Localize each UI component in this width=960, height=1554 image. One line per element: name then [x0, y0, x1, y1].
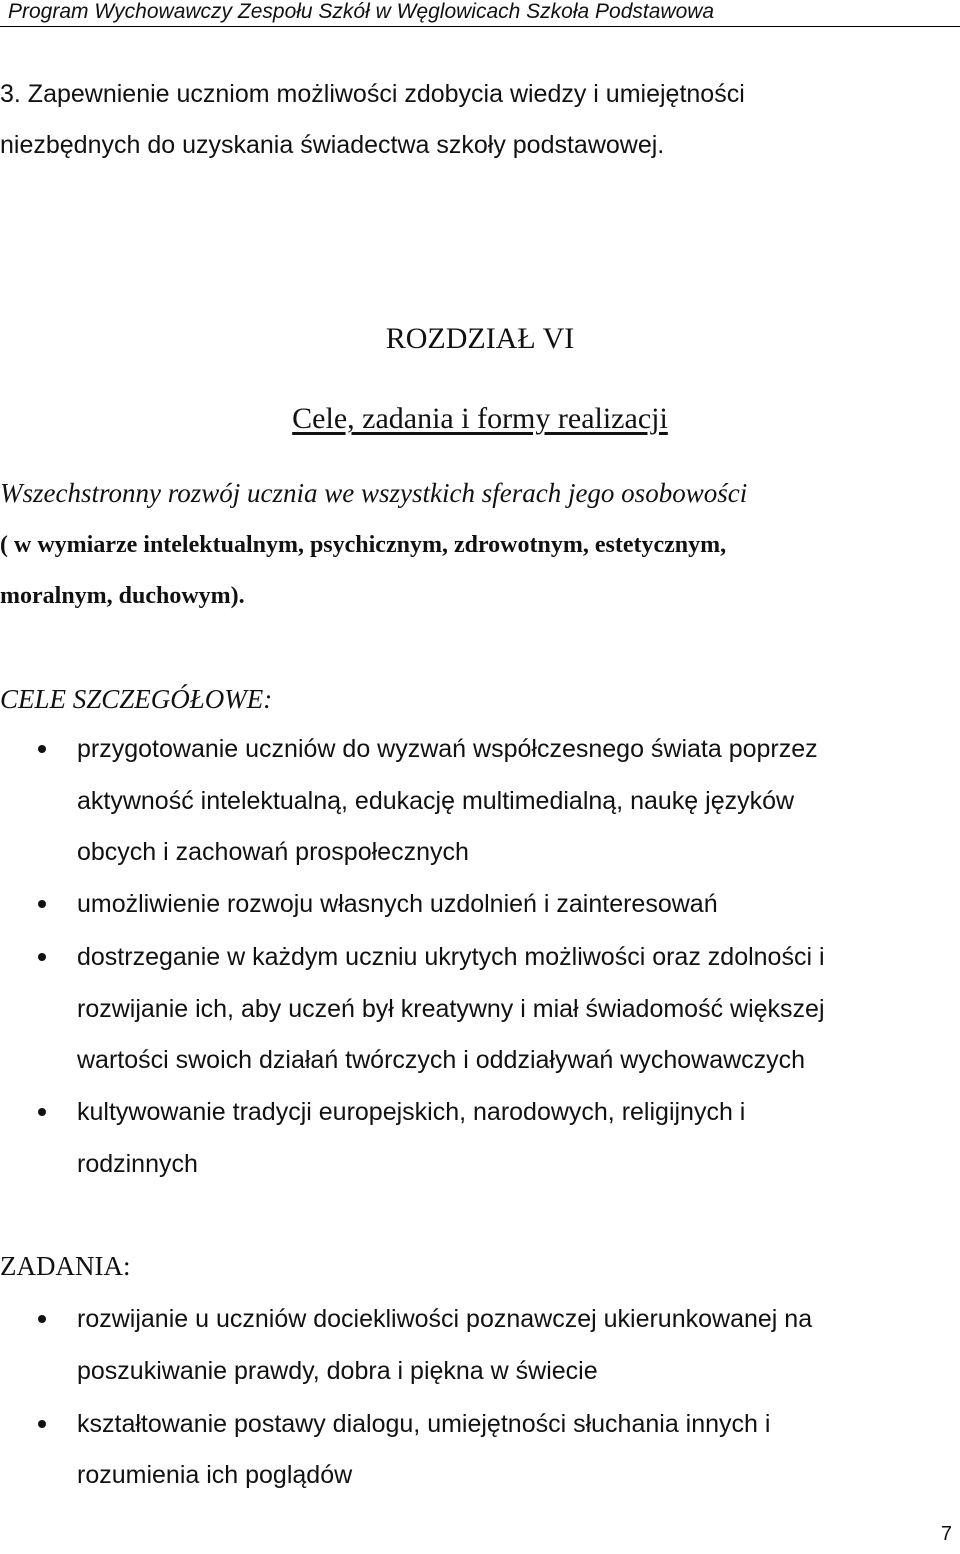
list-item-line: umożliwienie rozwoju własnych uzdolnień i zainteresowań: [77, 890, 718, 918]
bullet-icon: [38, 1420, 46, 1428]
intro-line-2: niezbędnych do uzyskania świadectwa szkoły podstawowej.: [0, 131, 665, 159]
header-title: Program Wychowawczy Zespołu Szkół w Węglowicach Szkoła Podstawowa: [8, 0, 715, 23]
list-item-line: obcych i zachowań prospołecznych: [77, 838, 469, 866]
chapter-title: ROZDZIAŁ VI: [385, 322, 575, 355]
list-item-line: rozumienia ich poglądów: [77, 1461, 353, 1489]
list-item-line: rozwijanie u uczniów dociekliwości poznawczej ukierunkowanej na: [77, 1305, 813, 1333]
intro-line-1: 3. Zapewnienie uczniom możliwości zdobycia wiedzy i umiejętności: [0, 80, 745, 108]
bullet-icon: [38, 1315, 46, 1323]
goal-line-1: Wszechstronny rozwój ucznia we wszystkich sferach jego osobowości: [0, 478, 748, 508]
bullet-icon: [38, 953, 46, 961]
bullet-icon: [38, 745, 46, 753]
list-item-line: dostrzeganie w każdym uczniu ukrytych możliwości oraz zdolności i: [77, 943, 825, 971]
list-item-line: rozwijanie ich, aby uczeń był kreatywny i miał świadomość większej: [77, 995, 825, 1023]
list-item-line: kultywowanie tradycji europejskich, narodowych, religijnych i: [77, 1098, 746, 1126]
page-number: 7: [940, 1523, 952, 1545]
detailed-goals-heading: CELE SZCZEGÓŁOWE:: [0, 684, 273, 714]
bullet-icon: [38, 1108, 46, 1116]
list-item-line: kształtowanie postawy dialogu, umiejętności słuchania innych i: [77, 1410, 771, 1438]
goal-line-3: moralnym, duchowym).: [0, 583, 245, 609]
page-header: [0, 0, 960, 27]
list-item-line: poszukiwanie prawdy, dobra i piękna w świecie: [77, 1357, 598, 1385]
list-item-line: rodzinnych: [77, 1150, 198, 1178]
bullet-icon: [38, 900, 46, 908]
list-item-line: wartości swoich działań twórczych i oddziaływań wychowawczych: [77, 1046, 806, 1074]
list-item-line: aktywność intelektualną, edukację multimedialną, naukę języków: [77, 787, 795, 815]
goal-line-2: ( w wymiarze intelektualnym, psychicznym, zdrowotnym, estetycznym,: [0, 532, 727, 558]
list-item-line: przygotowanie uczniów do wyzwań współczesnego świata poprzez: [77, 735, 818, 763]
chapter-subtitle: Cele, zadania i formy realizacji: [292, 402, 668, 435]
tasks-heading: ZADANIA:: [0, 1251, 131, 1281]
